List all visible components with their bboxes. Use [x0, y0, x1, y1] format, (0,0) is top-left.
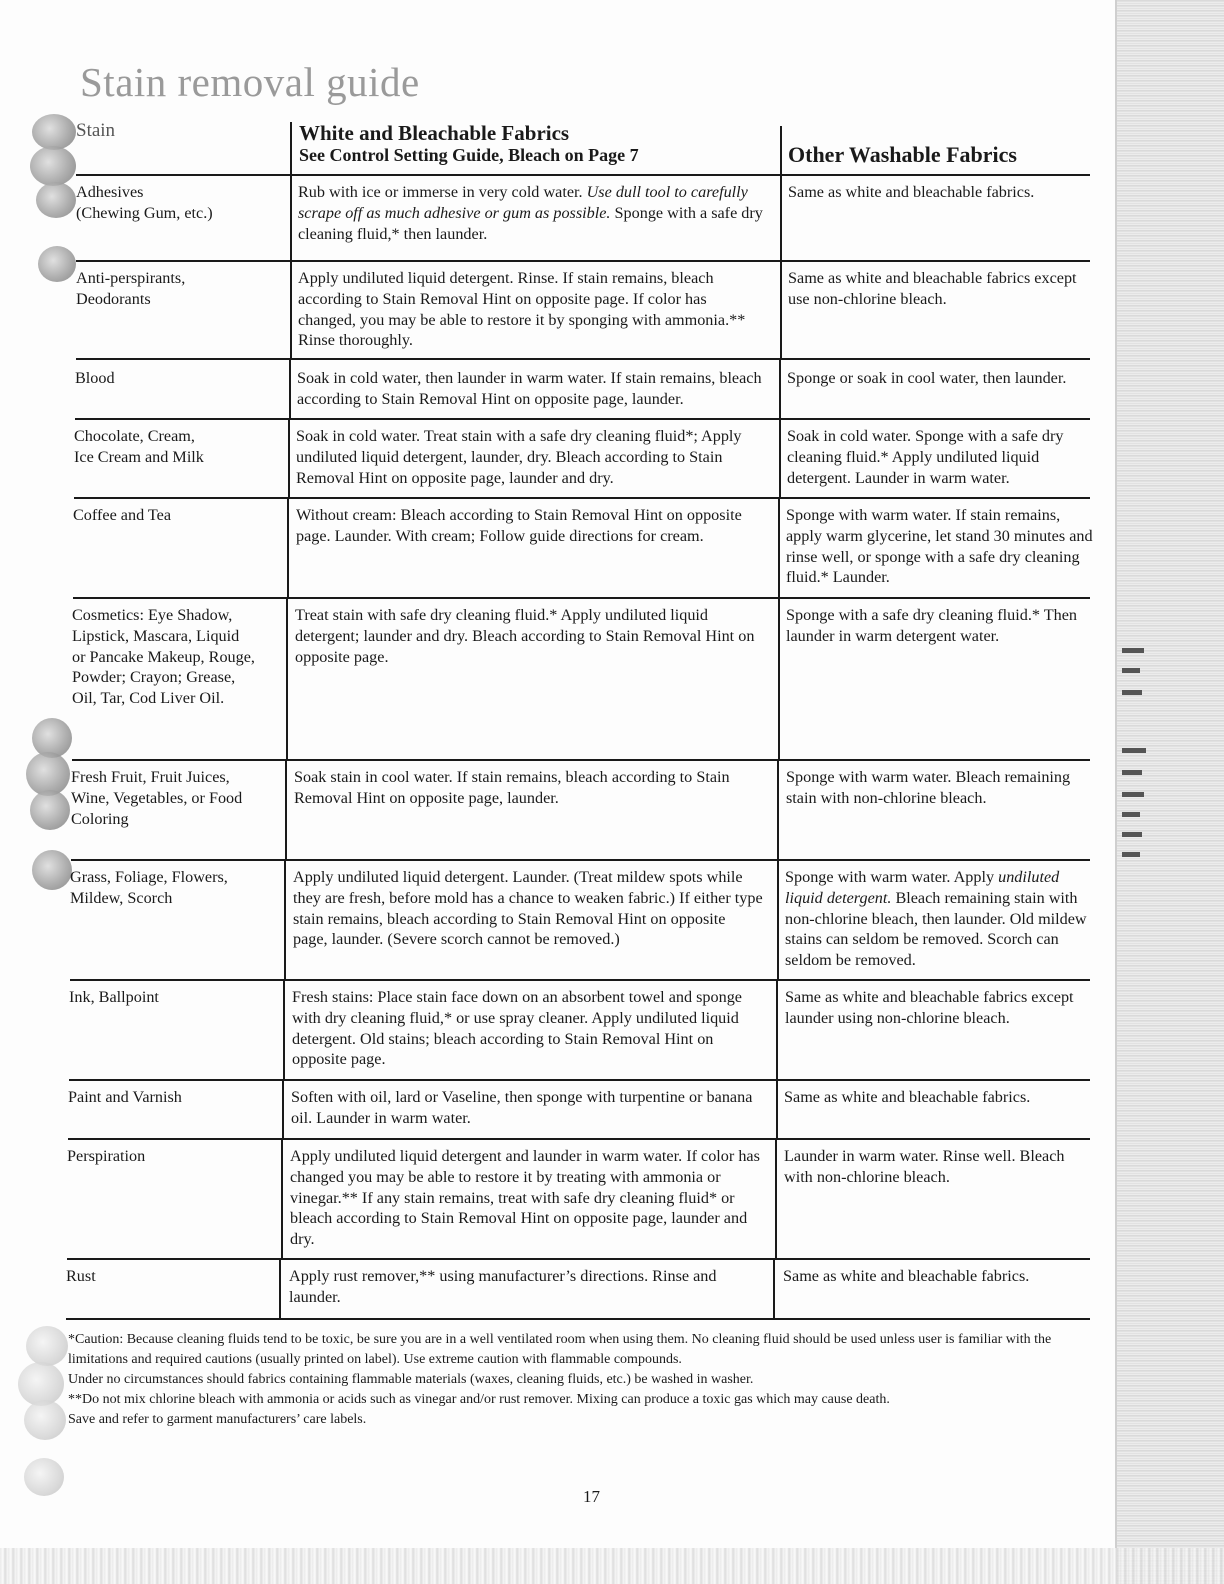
- column-divider: [777, 859, 779, 979]
- stain-name: Chocolate, Cream, Ice Cream and Milk: [74, 427, 204, 466]
- white-fabric-instructions-cell: [292, 987, 762, 1070]
- header-white-fabrics: White and Bleachable Fabrics: [299, 121, 570, 145]
- column-divider: [778, 497, 780, 597]
- stain-name: Cosmetics: Eye Shadow, Lipstick, Mascara, Liquid or Pancake Makeup, Rouge, Powder; Crayon; Grease, Oil, Tar, Cod Liver Oil.: [72, 606, 255, 708]
- white-fabric-instructions-cell: [294, 767, 764, 809]
- white-fabric-instructions-cell: [296, 505, 766, 547]
- white-fabric-instructions-text: Apply undiluted liquid detergent. Launder. (Treat mildew spots while they are fresh, before mold has a chance to weaken fabric.) If either type stain remains, bleach according to Stain Removal Hint on opposite page, launder. (Severe scorch cannot be removed.): [293, 868, 763, 949]
- stain-name-cell: [71, 767, 276, 829]
- stain-name: Ink, Ballpoint: [69, 988, 159, 1006]
- white-fabric-instructions-text: Rub with ice or immerse in very cold water.: [298, 183, 587, 201]
- stain-name: Rust: [66, 1267, 96, 1285]
- stain-name-cell: [68, 1087, 273, 1108]
- white-fabric-instructions-cell: [289, 1266, 759, 1308]
- stain-name: Fresh Fruit, Fruit Juices, Wine, Vegetables, or Food Coloring: [71, 768, 243, 828]
- other-fabric-instructions-cell: [785, 867, 1095, 971]
- white-fabric-instructions-cell: [295, 605, 765, 667]
- scan-mark: [1122, 812, 1140, 817]
- white-fabric-instructions-cell: [296, 426, 766, 488]
- page-title: Stain removal guide: [80, 59, 420, 105]
- scan-edge-line: [1115, 0, 1117, 1584]
- column-divider: [777, 759, 779, 859]
- column-divider: [285, 759, 287, 859]
- other-fabric-instructions-text: Bleach remaining stain with non-chlorine bleach, then launder. Old mildew stains can seldom be removed. Scorch can seldom be removed.: [785, 888, 1087, 970]
- stain-name-cell: [72, 605, 277, 709]
- white-fabric-instructions-text: Soak in cold water. Treat stain with a safe dry cleaning fluid*; Apply undiluted liquid detergent, launder, dry. Bleach according to Stain Removal Hint on opposite page, launder and dry.: [296, 427, 742, 487]
- stain-name-cell: [70, 867, 275, 909]
- other-fabric-instructions-cell: [787, 368, 1097, 389]
- scan-mark: [1122, 832, 1142, 837]
- header-stain: Stain: [76, 120, 116, 141]
- punch-hole: [32, 850, 72, 890]
- other-fabric-instructions-text: Sponge with warm water. If stain remains, apply warm glycerine, let stand 30 minutes and rinse well, or sponge with a safe dry cleaning fluid.* Launder.: [786, 506, 1093, 587]
- other-fabric-instructions-text: undiluted liquid detergent.: [785, 868, 1060, 907]
- white-fabric-instructions-cell: [291, 1087, 761, 1129]
- column-divider: [282, 1079, 284, 1138]
- white-fabric-instructions-cell: [298, 182, 768, 244]
- stain-name-cell: [75, 368, 280, 389]
- punch-hole: [36, 182, 76, 218]
- white-fabric-instructions-cell: [298, 268, 768, 351]
- column-divider: [281, 1138, 283, 1258]
- stain-name-cell: [74, 426, 279, 468]
- column-divider: [779, 360, 781, 418]
- other-fabric-instructions-text: Sponge with a safe dry cleaning fluid.* Then launder in warm detergent water.: [786, 606, 1078, 645]
- punch-hole: [24, 1458, 64, 1496]
- row-divider: [67, 1258, 1090, 1260]
- column-divider: [283, 979, 285, 1079]
- column-divider: [780, 126, 782, 174]
- row-divider: [73, 597, 1090, 599]
- other-fabric-instructions-text: Sponge or soak in cool water, then launder.: [787, 369, 1067, 387]
- other-fabric-instructions-text: Same as white and bleachable fabrics.: [783, 1267, 1030, 1285]
- other-fabric-instructions-text: Same as white and bleachable fabrics except launder using non-chlorine bleach.: [785, 988, 1074, 1027]
- punch-hole: [30, 146, 76, 186]
- column-divider: [284, 859, 286, 979]
- other-fabric-instructions-cell: [786, 605, 1096, 647]
- punch-hole: [26, 1326, 68, 1366]
- column-divider: [780, 174, 782, 260]
- white-fabric-instructions-cell: [293, 867, 763, 950]
- white-fabric-instructions-text: Apply undiluted liquid detergent. Rinse. If stain remains, bleach according to Stain Removal Hint on opposite page. If color has changed, you may be able to restore it by sponging with ammonia.** Rinse thoroughly.: [298, 269, 746, 350]
- scan-mark: [1122, 852, 1140, 857]
- punch-hole: [30, 790, 70, 830]
- scan-mark: [1122, 770, 1142, 775]
- other-fabric-instructions-text: Launder in warm water. Rinse well. Bleach with non-chlorine bleach.: [784, 1147, 1065, 1186]
- other-fabric-instructions-cell: [788, 268, 1098, 310]
- column-divider: [288, 418, 290, 497]
- column-divider: [287, 497, 289, 597]
- column-divider: [279, 1258, 281, 1318]
- other-fabric-instructions-cell: [788, 182, 1098, 203]
- scan-bottom-noise: [0, 1548, 1224, 1584]
- column-divider: [778, 597, 780, 759]
- column-divider: [290, 122, 292, 174]
- white-fabric-instructions-cell: [297, 368, 767, 410]
- footnote-bleach-warning: **Do not mix chlorine bleach with ammonia or acids such as vinegar and/or rust remover. Mixing can produce a toxic gas which may cause death.: [68, 1392, 890, 1407]
- column-divider: [289, 360, 291, 418]
- scan-mark: [1122, 748, 1146, 753]
- other-fabric-instructions-cell: [787, 426, 1097, 488]
- row-divider: [76, 174, 1090, 176]
- footnotes: [68, 1330, 1078, 1430]
- stain-name: Adhesives (Chewing Gum, etc.): [76, 183, 213, 222]
- other-fabric-instructions-cell: [785, 987, 1095, 1029]
- stain-name: Grass, Foliage, Flowers, Mildew, Scorch: [70, 868, 228, 907]
- column-divider: [780, 260, 782, 358]
- white-fabric-instructions-text: Soften with oil, lard or Vaseline, then sponge with turpentine or banana oil. Launder in warm water.: [291, 1088, 753, 1127]
- white-fabric-instructions-text: Fresh stains: Place stain face down on an absorbent towel and sponge with dry cleaning fluid,* or use spray cleaner. Apply undiluted liquid detergent. Old stains; bleach according to Stain Removal Hint on opposite page.: [292, 988, 742, 1069]
- other-fabric-instructions-text: Sponge with warm water. Bleach remaining stain with non-chlorine bleach.: [786, 768, 1071, 807]
- white-fabric-instructions-text: Without cream: Bleach according to Stain Removal Hint on opposite page. Launder. With cream; Follow guide directions for cream.: [296, 506, 742, 545]
- white-fabric-instructions-text: Sponge with a safe dry cleaning fluid,* then launder.: [298, 203, 763, 243]
- row-divider: [66, 1318, 1090, 1320]
- white-fabric-instructions-cell: [290, 1146, 760, 1250]
- white-fabric-instructions-text: Use dull tool to carefully scrape off as much adhesive or gum as possible.: [298, 183, 748, 222]
- scan-mark: [1122, 690, 1142, 695]
- row-divider: [75, 418, 1090, 420]
- stain-name: Anti-perspirants, Deodorants: [76, 269, 186, 308]
- column-divider: [773, 1258, 775, 1318]
- row-divider: [76, 358, 1090, 360]
- scan-mark: [1122, 792, 1144, 797]
- column-divider: [779, 418, 781, 497]
- row-divider: [71, 859, 1090, 861]
- white-fabric-instructions-text: Treat stain with safe dry cleaning fluid.* Apply undiluted liquid detergent; launder and dry. Bleach according to Stain Removal Hint on opposite page.: [295, 606, 755, 666]
- punch-hole: [24, 1400, 66, 1440]
- row-divider: [72, 759, 1090, 761]
- stain-name: Perspiration: [67, 1147, 146, 1165]
- stain-name: Coffee and Tea: [73, 506, 172, 524]
- other-fabric-instructions-text: Sponge with warm water. Apply: [785, 868, 999, 886]
- header-white-fabrics-subtitle: See Control Setting Guide, Bleach on Page 7: [299, 145, 639, 165]
- other-fabric-instructions-text: Same as white and bleachable fabrics except use non-chlorine bleach.: [788, 269, 1077, 308]
- stain-name: Blood: [75, 369, 115, 387]
- white-fabric-instructions-text: Soak stain in cool water. If stain remains, bleach according to Stain Removal Hint on opposite page, launder.: [294, 768, 730, 807]
- white-fabric-instructions-text: Soak in cold water, then launder in warm water. If stain remains, bleach according to Stain Removal Hint on opposite page, launder.: [297, 369, 762, 408]
- column-divider: [290, 174, 292, 260]
- scan-mark: [1122, 648, 1144, 653]
- other-fabric-instructions-text: Same as white and bleachable fabrics.: [784, 1088, 1031, 1106]
- column-divider: [290, 260, 292, 358]
- footnote-caution: *Caution: Because cleaning fluids tend to be toxic, be sure you are in a well ventilated room when using them. No cleaning fluid should be used unless user is familiar with the limitations and required cautions (usually printed on label). Use extreme caution with flammable compounds.: [68, 1332, 1052, 1367]
- page-number: 17: [583, 1487, 600, 1506]
- footnote-care-labels: Save and refer to garment manufacturers’ care labels.: [68, 1412, 367, 1427]
- stain-name: Paint and Varnish: [68, 1088, 182, 1106]
- other-fabric-instructions-cell: [784, 1146, 1094, 1188]
- column-divider: [775, 1138, 777, 1258]
- row-divider: [74, 497, 1090, 499]
- column-divider: [286, 597, 288, 759]
- footnote-flammable: Under no circumstances should fabrics containing flammable materials (waxes, cleaning fluids, etc.) be washed in washer.: [68, 1372, 754, 1387]
- stain-name-cell: [67, 1146, 272, 1167]
- stain-name-cell: [73, 505, 278, 526]
- other-fabric-instructions-cell: [786, 767, 1096, 809]
- scan-mark: [1122, 668, 1140, 673]
- row-divider: [68, 1138, 1090, 1140]
- punch-hole: [32, 114, 76, 150]
- other-fabric-instructions-cell: [786, 505, 1096, 588]
- stain-name-cell: [69, 987, 274, 1008]
- punch-hole: [38, 246, 76, 282]
- row-divider: [76, 260, 1090, 262]
- row-divider: [69, 1079, 1090, 1081]
- white-fabric-instructions-text: Apply undiluted liquid detergent and launder in warm water. If color has changed you may be able to restore it by treating with ammonia or vinegar.** If any stain remains, treat with safe dry cleaning fluid* or bleach according to Stain Removal Hint on opposite page, launder and dry.: [290, 1147, 760, 1249]
- column-divider: [776, 979, 778, 1079]
- header-other-fabrics: Other Washable Fabrics: [788, 142, 1017, 167]
- other-fabric-instructions-cell: [784, 1087, 1094, 1108]
- row-divider: [70, 979, 1090, 981]
- stain-name-cell: [66, 1266, 271, 1287]
- other-fabric-instructions-cell: [783, 1266, 1093, 1287]
- stain-name-cell: [76, 182, 281, 224]
- column-divider: [776, 1079, 778, 1138]
- other-fabric-instructions-text: Soak in cold water. Sponge with a safe dry cleaning fluid.* Apply undiluted liquid detergent. Launder in warm water.: [787, 427, 1064, 487]
- stain-name-cell: [76, 268, 281, 310]
- white-fabric-instructions-text: Apply rust remover,** using manufacturer’s directions. Rinse and launder.: [289, 1267, 717, 1306]
- other-fabric-instructions-text: Same as white and bleachable fabrics.: [788, 183, 1035, 201]
